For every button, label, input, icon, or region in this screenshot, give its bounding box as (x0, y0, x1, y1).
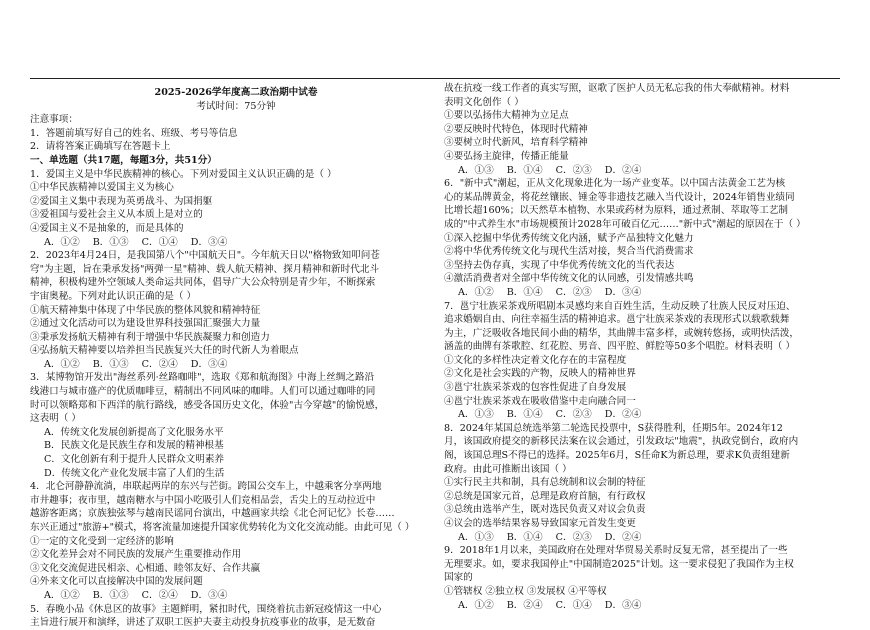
question-line: ③秉承发扬航天精神有利于增强中华民族凝聚力和创造力 (30, 331, 270, 343)
question-line: 线港口与城市盛产的优质咖啡豆，精制出不同风味的咖啡。人们可以通过咖啡的同 (30, 386, 376, 398)
question-line: ③爱祖国与爱社会主义从本质上是对立的 (30, 209, 203, 221)
question-line: 国家的 (444, 572, 473, 584)
question-line: 比增长超160%；以天然草本植物、水果或药材为原料，通过煮制、萃取等工艺制 (444, 205, 789, 217)
question-line: 涵盖的曲牌有茶歌腔、红花腔、男音、四平腔、鲜腔等50多个唱腔。材料表明（ ） (444, 341, 796, 353)
question-line: 穹"为主题，旨在秉承发扬"两弹一星"精神、载人航天精神、探月精神和新时代北斗 (30, 263, 380, 275)
right-column (444, 82, 844, 612)
left-question-text (30, 168, 442, 630)
question-line: ②文化是社会实践的产物，反映人的精神世界 (444, 368, 636, 380)
question-line: ④外来文化可以直接解决中国的发展问题 (30, 576, 203, 588)
question-line: 3．某博物馆开发出"海丝系列·丝路咖啡"，选取《郑和航海图》中海上丝绸之路沿 (30, 372, 375, 384)
left-column (30, 86, 442, 630)
question-line: ①深入挖掘中华优秀传统文化内涵，赋予产品独特文化魅力 (444, 232, 694, 244)
question-line: 2．2023年4月24日，是我国第八个"中国航天日"。今年航天日以"格物致知叩问苍 (30, 250, 380, 262)
question-line: 成的"中式养生水"市场规模预计2028年可破百亿元……"新中式"潮起的原因在于（ ） (444, 218, 806, 230)
question-line: 战在抗疫一线工作者的真实写照，讴歌了医护人员无私忘我的伟大奉献精神。材料 (444, 83, 790, 94)
question-line: 东兴正通过"旅游+"模式，将客流量加速提升国家优势转化为文化交流动能。由此可见（ ） (30, 522, 415, 533)
question-line: 1．爱国主义是中华民族精神的核心。下列对爱国主义认识正确的是（ ） (30, 168, 337, 180)
question-line: 心的某品牌黄金，将花丝镶嵌、锤金等非遗技艺融入当代设计，2024年销售业绩同 (444, 191, 795, 203)
question-line: A．①③ B．①④ C．②③ D．②④ (458, 409, 642, 421)
question-line: ②将中华优秀传统文化与现代生活对接，契合当代消费需求 (444, 246, 694, 258)
question-line: ①中华民族精神以爱国主义为核心 (30, 182, 174, 194)
question-line: 宇宙奥秘。下列对此认识正确的是（ ） (30, 290, 197, 302)
question-line: ①一定的文化受到一定经济的影响 (30, 535, 174, 547)
question-line: B．民族文化是民族生存和发展的精神根基 (44, 440, 224, 452)
question-line: 表明文化创作（ ） (444, 96, 524, 108)
question-line: ④爱国主义不是抽象的，而是具体的 (30, 222, 184, 234)
question-line: 7．邕宁壮族采茶戏所唱剧本灵感均来自百姓生活，生动反映了壮族人民反对压迫、 (444, 300, 796, 312)
question-line: 6．"新中式"潮起，正从文化现象进化为一场产业变革。以中国古法黄金工艺为核 (444, 178, 786, 190)
notes-item: 1．答题前填写好自己的姓名、班级、考号等信息 (30, 127, 238, 139)
question-line: ①文化的多样性决定着文化存在的丰富程度 (444, 354, 627, 366)
question-line: A．①② B．①④ C．②③ D．③④ (458, 286, 642, 298)
question-line: ③坚持去伪存真，实现了中华优秀传统文化的当代表达 (444, 259, 675, 271)
exam-title: 2025-2026学年度高二政治期中试卷 (154, 87, 318, 98)
question-line: C．文化创新有利于提升人民群众文明素养 (44, 454, 225, 466)
question-line: A．①② B．①③ C．①④ D．③④ (44, 236, 228, 248)
question-line: A．传统文化发展创新提高了文化服务水平 (44, 426, 224, 438)
question-line: ②爱国主义集中表现为英勇战斗、为国捐躯 (30, 195, 213, 207)
question-line: ①航天精神集中体现了中华民族的整体风貌和精神特征 (30, 304, 261, 316)
question-line: 4．北仑河静静流淌，串联起两岸的东兴与芒街。跨国公交车上，中越乘客分享两地 (30, 481, 382, 493)
question-line: ②要反映时代特色，体现时代精神 (444, 123, 588, 135)
question-line: 无理要求。如，要求我国停止"中国制造2025"计划。这一要求侵犯了我国作为主权 (444, 558, 794, 570)
question-line: A．①③ B．①④ C．②③ D．②④ (458, 164, 642, 176)
question-line: ④激活消费者对全部中华传统文化的认同感，引发情感共鸣 (444, 273, 694, 285)
question-line: 政府。由此可推断出该国（ ） (444, 463, 572, 475)
question-line: ②通过文化活动可以为建设世界科技强国汇聚强大力量 (30, 318, 261, 330)
question-line: 时可以领略郑和下西洋的航行路线，感受各国历史文化，体验"古今穿越"的愉悦感， (30, 399, 385, 411)
question-line: 9．2018年1月以来，美国政府在处理对华贸易关系时反复无常，甚至提出了一些 (444, 545, 788, 557)
question-line: A．①② B．①③ C．②④ D．③④ (44, 589, 228, 601)
question-line: ③要树立时代新风，培育科学精神 (444, 137, 588, 149)
question-line: ②总统是国家元首，总理是政府首脑，有行政权 (444, 490, 646, 502)
question-line: ④弘扬航天精神要以培养担当民族复兴大任的时代新人为着眼点 (30, 345, 299, 357)
right-top-rule (444, 78, 840, 79)
right-question-text (444, 82, 844, 612)
question-line: 月，该国政府提交的新移民法案在议会通过，引发政坛"地震"，执政党倒台，政府内 (444, 436, 799, 448)
question-line: A．①② B．①③ C．②④ D．③④ (44, 358, 228, 370)
question-line: 主旨进行展开和演绎，讲述了双职工医护夫妻主动投身抗疫事业的故事，是无数奋 (30, 617, 376, 629)
question-line: ①要以弘扬伟大精神为立足点 (444, 110, 569, 122)
question-line: ①实行民主共和制，具有总统制和议会制的特征 (444, 477, 646, 489)
question-line: ④要弘扬主旋律，传播正能量 (444, 150, 569, 162)
question-line: 阁，该国总理S不得已的选择。2025年6月，S任命K为新总理，要求K负责组建新 (444, 450, 790, 462)
question-line: ③文化交流促进民相亲、心相通、睦邻友好、合作共赢 (30, 562, 261, 574)
question-line: 8．2024年某国总统选举第二轮选民投票中，S获得胜利，任期5年。2024年12 (444, 422, 783, 434)
section-heading: 一、单选题（共17题，每题3分，共51分） (30, 154, 217, 166)
question-line: ①管辖权 ②独立权 ③发展权 ④平等权 (444, 585, 607, 597)
question-line: A．①② B．②④ C．①④ D．③④ (458, 599, 642, 611)
question-line: 精神，积极构建外空领域人类命运共同体，倡导广大公众特别是青少年，不断探索 (30, 277, 376, 289)
question-line: ②文化差异会对不同民族的发展产生重要推动作用 (30, 549, 242, 561)
question-line: 市井趣事；夜市里，越南糖水与中国小吃吸引人们竞相品尝，舌尖上的互动拉近中 (30, 494, 376, 506)
question-line: A．①③ B．①④ C．②③ D．②④ (458, 531, 642, 543)
question-line: ④议会的选举结果容易导致国家元首发生变更 (444, 518, 636, 529)
question-line: 越游客距离；京族独弦琴与越南民谣同台演出，中越画家共绘《北仑河记忆》长卷…… (30, 508, 395, 520)
exam-time: 考试时间：75分钟 (196, 100, 276, 112)
question-line: 5．春晚小品《休息区的故事》主题鲜明，紧扣时代，围绕着抗击新冠疫情这一中心 (30, 603, 382, 615)
notes-heading: 注意事项： (30, 114, 78, 126)
question-line: ③邕宁壮族采茶戏的包容性促进了自身发展 (444, 382, 627, 394)
question-line: 这表明（ ） (30, 413, 82, 425)
question-line: ③总统由选举产生，既对选民负责又对议会负责 (444, 504, 646, 516)
notes-item: 2．请将答案正确填写在答题卡上 (30, 141, 171, 153)
left-top-rule (30, 78, 448, 79)
question-line: D．传统文化产业化发展丰富了人们的生活 (44, 467, 225, 479)
question-line: 追求婚姻自由、向往幸福生活的精神追求。邕宁壮族采茶戏的表现形式以载歌载舞 (444, 314, 790, 326)
question-line: ④邕宁壮族采茶戏在吸收借鉴中走向融合同一 (444, 395, 636, 407)
question-line: 为主，广泛吸收各地民间小曲的精华，其曲牌丰富多样，或婉转悠扬，或明快活泼， (444, 327, 799, 339)
